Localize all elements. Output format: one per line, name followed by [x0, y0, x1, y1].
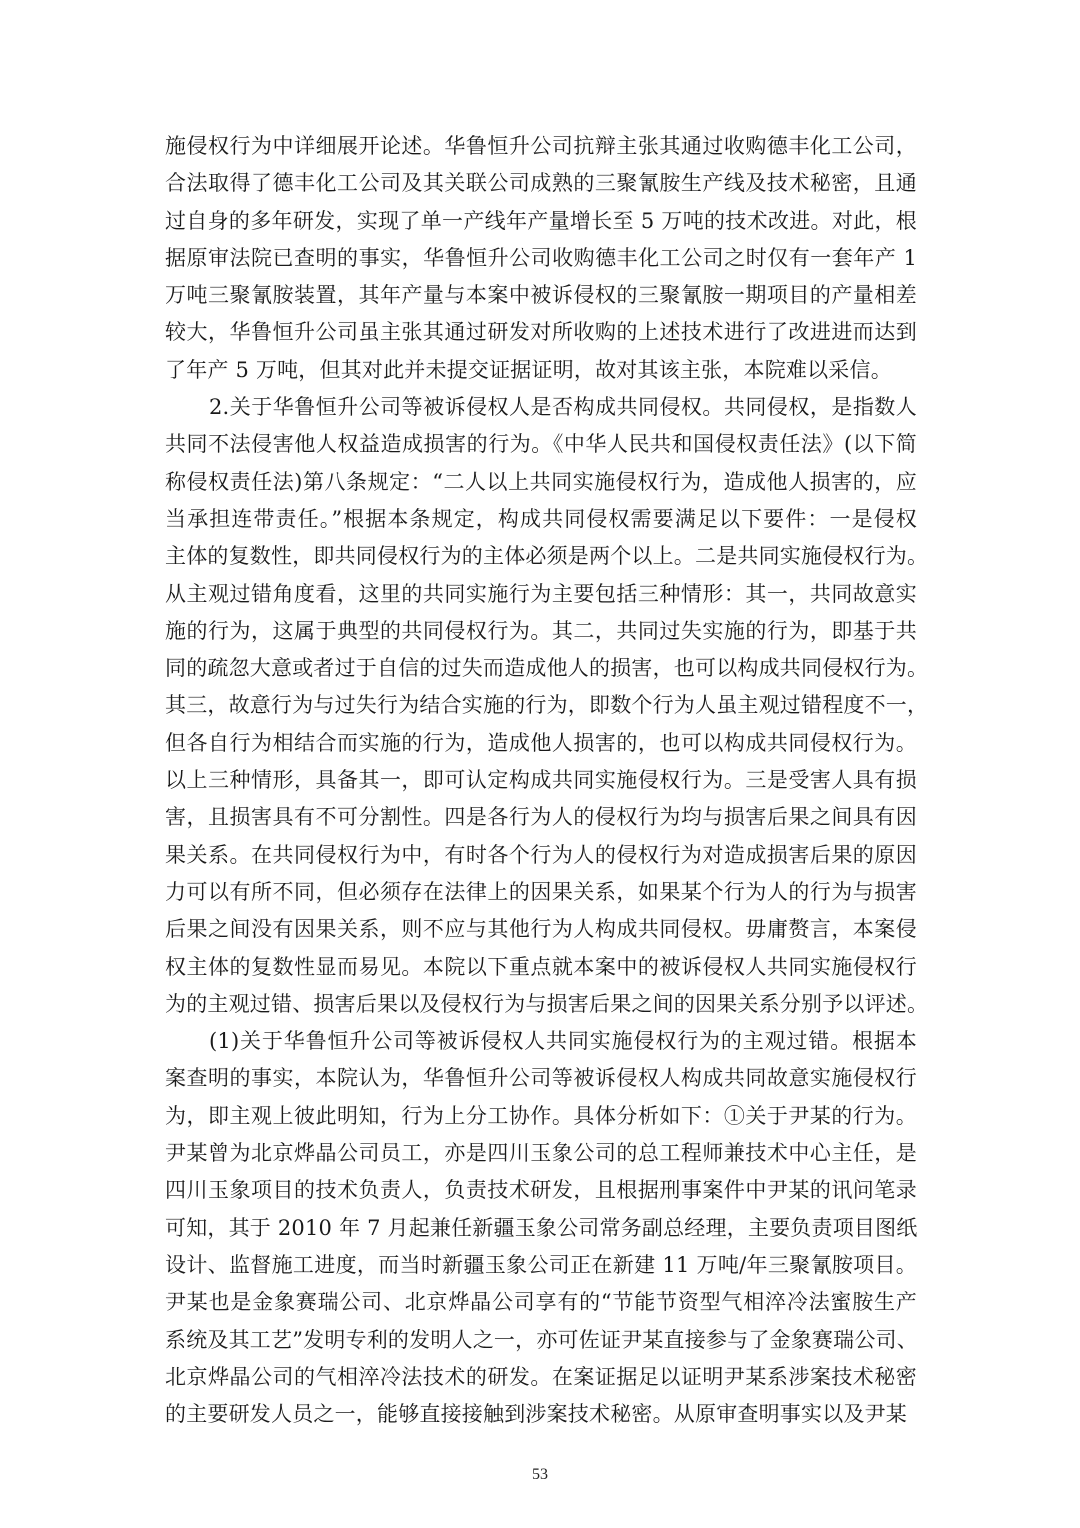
text-line: 称侵权责任法)第八条规定：“二人以上共同实施侵权行为，造成他人损害的，应	[165, 469, 917, 494]
text-line: 的主要研发人员之一，能够直接接触到涉案技术秘密。从原审查明事实以及尹某	[165, 1402, 907, 1427]
text-line: 可知，其于 2010 年 7 月起兼任新疆玉象公司常务副总经理，主要负责项目图纸	[165, 1215, 918, 1240]
text-line: 主体的复数性，即共同侵权行为的主体必须是两个以上。二是共同实施侵权行为。	[165, 544, 929, 569]
text-line: 合法取得了德丰化工公司及其关联公司成熟的三聚氰胺生产线及技术秘密，且通	[165, 171, 917, 196]
text-line: 了年产 5 万吨，但其对此并未提交证据证明，故对其该主张，本院难以采信。	[165, 357, 892, 382]
text-line: 力可以有所不同，但必须存在法律上的因果关系，如果某个行为人的行为与损害	[165, 879, 917, 904]
text-line: 案查明的事实，本院认为，华鲁恒升公司等被诉侵权人构成共同故意实施侵权行	[165, 1066, 917, 1091]
text-line: 施的行为，这属于典型的共同侵权行为。其二，共同过失实施的行为，即基于共	[165, 618, 917, 643]
text-line: 为的主观过错、损害后果以及侵权行为与损害后果之间的因果关系分别予以评述。	[165, 991, 929, 1016]
text-line: 尹某曾为北京烨晶公司员工，亦是四川玉象公司的总工程师兼技术中心主任，是	[165, 1141, 917, 1166]
text-line: 以上三种情形，具备其一，即可认定构成共同实施侵权行为。三是受害人具有损	[165, 768, 917, 793]
text-line: 为，即主观上彼此明知，行为上分工协作。具体分析如下：①关于尹某的行为。	[165, 1103, 917, 1128]
text-line: (1)关于华鲁恒升公司等被诉侵权人共同实施侵权行为的主观过错。根据本	[209, 1029, 917, 1054]
text-line: 万吨三聚氰胺装置，其年产量与本案中被诉侵权的三聚氰胺一期项目的产量相差	[165, 283, 917, 308]
text-line: 四川玉象项目的技术负责人，负责技术研发，且根据刑事案件中尹某的讯问笔录	[165, 1178, 917, 1203]
text-line: 2.关于华鲁恒升公司等被诉侵权人是否构成共同侵权。共同侵权，是指数人	[209, 395, 917, 420]
text-line: 同的疏忽大意或者过于自信的过失而造成他人的损害，也可以构成共同侵权行为。	[165, 656, 929, 681]
text-line: 其三，故意行为与过失行为结合实施的行为，即数个行为人虽主观过错程度不一，	[165, 693, 929, 718]
text-line: 较大，华鲁恒升公司虽主张其通过研发对所收购的上述技术进行了改进进而达到	[165, 320, 917, 345]
text-line: 系统及其工艺”发明专利的发明人之一，亦可佐证尹某直接参与了金象赛瑞公司、	[165, 1327, 918, 1352]
text-line: 从主观过错角度看，这里的共同实施行为主要包括三种情形：其一，共同故意实	[165, 581, 917, 606]
text-line: 权主体的复数性显而易见。本院以下重点就本案中的被诉侵权人共同实施侵权行	[165, 954, 917, 979]
text-line: 施侵权行为中详细展开论述。华鲁恒升公司抗辩主张其通过收购德丰化工公司，	[165, 134, 917, 158]
page-number: 53	[532, 1466, 548, 1483]
text-line: 当承担连带责任。”根据本条规定，构成共同侵权需要满足以下要件：一是侵权	[165, 506, 917, 531]
text-line: 据原审法院已查明的事实，华鲁恒升公司收购德丰化工公司之时仅有一套年产 1	[165, 245, 917, 270]
body-text	[165, 128, 929, 1433]
text-line: 北京烨晶公司的气相淬冷法技术的研发。在案证据足以证明尹某系涉案技术秘密	[165, 1364, 917, 1389]
text-line: 后果之间没有因果关系，则不应与其他行为人构成共同侵权。毋庸赘言，本案侵	[165, 917, 917, 942]
text-line: 害，且损害具有不可分割性。四是各行为人的侵权行为均与损害后果之间具有因	[165, 805, 917, 830]
text-line: 共同不法侵害他人权益造成损害的行为。《中华人民共和国侵权责任法》(以下简	[165, 432, 917, 457]
text-line: 过自身的多年研发，实现了单一产线年产量增长至 5 万吨的技术改进。对此，根	[165, 208, 917, 233]
text-line: 果关系。在共同侵权行为中，有时各个行为人的侵权行为对造成损害后果的原因	[165, 842, 917, 867]
text-line: 尹某也是金象赛瑞公司、北京烨晶公司享有的“节能节资型气相淬冷法蜜胺生产	[165, 1290, 917, 1315]
text-line: 但各自行为相结合而实施的行为，造成他人损害的，也可以构成共同侵权行为。	[165, 730, 917, 755]
text-line: 设计、监督施工进度，而当时新疆玉象公司正在新建 11 万吨/年三聚氰胺项目。	[165, 1252, 917, 1277]
